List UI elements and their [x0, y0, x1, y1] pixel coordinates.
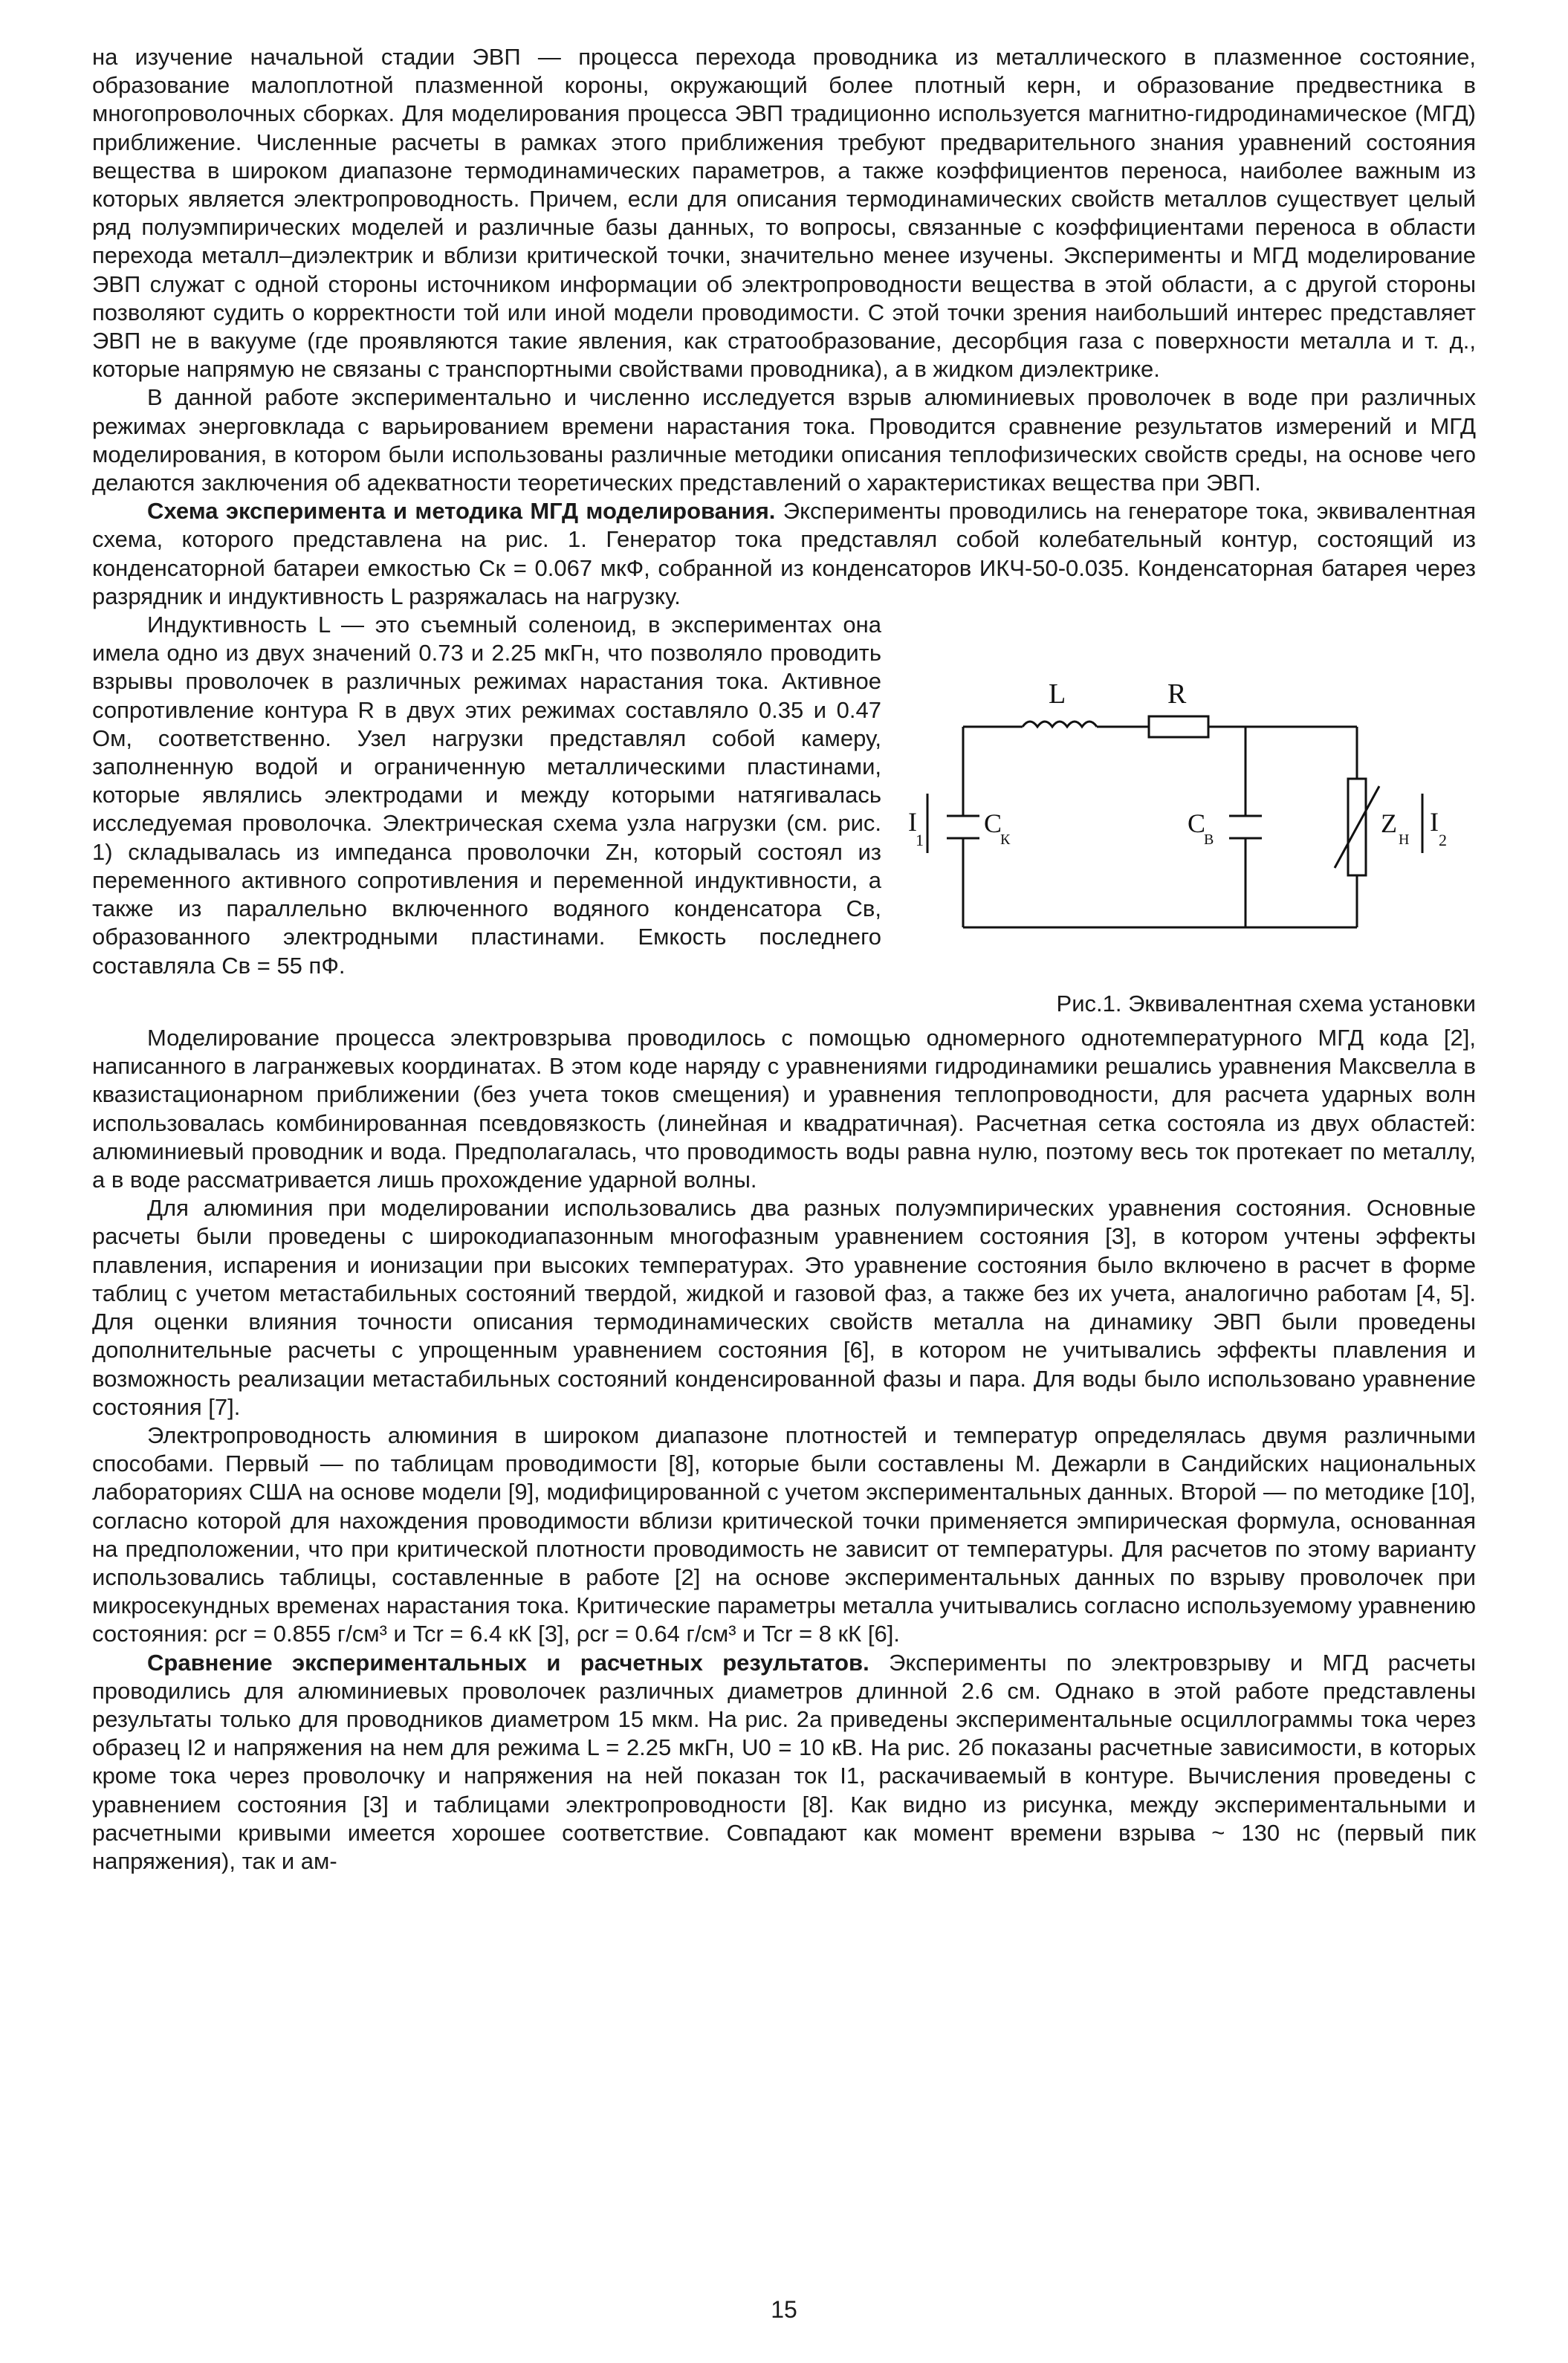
- label-ck: C: [984, 808, 1002, 839]
- paragraph-intro-continued: на изучение начальной стадии ЭВП — процесса перехода проводника из металлического в плазменное состояние, образование малоплотной плазменной короны, окружающий более плотный керн, и образование предвестника в многопроволочных сборках. Для моделирования процесса ЭВП традиционно используется магнитно-гидродинамическое (МГД) приближение. Численные расчеты в рамках этого приближения требуют предварительного знания уравнений состояния вещества в широком диапазоне термодинамических параметров, а также коэффициентов переноса, наиболее важным из которых является электропроводность. Причем, если для описания термодинамических свойств металлов существует целый ряд полуэмпирических моделей и различные базы данных, то вопросы, связанные с коэффициентами переноса в области перехода металл–диэлектрик и вблизи критической точки, значительно менее изучены. Эксперименты и МГД моделирование ЭВП служат с одной стороны источником информации об электропроводности вещества в этой области, а с другой стороны позволяют судить о корректности той или иной модели проводимости. С этой точки зрения наибольший интерес представляет ЭВП не в вакууме (где проявляются такие явления, как стратообразование, десорбция газа с поверхности металла и т. д., которые напрямую не связаны с транспортными свойствами проводника), а в жидком диэлектрике.: [92, 44, 1476, 383]
- paragraph-equation-of-state: Для алюминия при моделировании использовались два разных полуэмпирических уравнения состояния. Основные расчеты были проведены с широкодиапазонным многофазным уравнением состояния [3], в котором учтены эффекты плавления, испарения и ионизации при высоких температурах. Это уравнение состояния было включено в расчет в форме таблиц с учетом метастабильных состояний твердой, жидкой и газовой фаз, а также без их учета, аналогично работам [4, 5]. Для оценки влияния точности описания термодинамических свойств металла на динамику ЭВП были проведены дополнительные расчеты с упрощенным уравнением состояния [6], в котором не учитывались эффекты плавления и возможность реализации метастабильных состояний конденсированной фазы и пара. Для воды было использовано уравнение состояния [7].: [92, 1195, 1476, 1420]
- section-comparison: [92, 1649, 1476, 1876]
- paragraph-work-description: В данной работе экспериментально и численно исследуется взрыв алюминиевых проволочек в воде при различных режимах энерговклада с варьированием времени нарастания тока. Проводится сравнение результатов измерений и МГД моделирования, в котором были использованы различные методики описания теплофизических свойств среды, на основе чего делаются заключения об адекватности теоретических представлений о характеристиках вещества при ЭВП.: [92, 384, 1476, 496]
- label-i2-sub: 2: [1439, 831, 1447, 850]
- label-i2: I: [1430, 807, 1439, 837]
- label-ck-sub: К: [1000, 832, 1011, 849]
- section-title-comparison: Сравнение экспериментальных и расчетных результатов.: [147, 1649, 869, 1676]
- paragraph-mhd-modeling: Моделирование процесса электровзрыва проводилось с помощью одномерного однотемпературного МГД кода [2], написанного в лагранжевых координатах. В этом коде наряду с уравнениями гидродинамики решались уравнения Максвелла в квазистационарном приближении (без учета токов смещения) и уравнения теплопроводности, для расчета ударных волн использовалась комбинированная псевдовязкость (линейная и квадратичная). Расчетная сетка состояла из двух областей: алюминиевый проводник и вода. Предполагалась, что проводимость воды равна нулю, поэтому весь ток протекает по металлу, а в воде рассматривается лишь прохождение ударной волны.: [92, 1025, 1476, 1193]
- label-zh: Z: [1381, 808, 1397, 839]
- label-cb-sub: В: [1204, 832, 1214, 849]
- section-text-experiment: Эксперименты проводились на генераторе тока, эквивалентная схема, которого представлена на рис. 1. Генератор тока представлял собой колебательный контур, состоящий из конденсаторной батареи емкостью Cк = 0.067 мкФ, собранной из конденсаторов ИКЧ-50-0.035. Конденсаторная батарея через разрядник и индуктивность L разряжалась на нагрузку.: [92, 498, 1477, 609]
- label-l: L: [1049, 678, 1066, 710]
- section-title-experiment: Схема эксперимента и методика МГД моделирования.: [147, 498, 776, 525]
- page-number: 15: [771, 2296, 797, 2323]
- inductor-symbol: [1023, 722, 1097, 727]
- paragraph-inductance: Индуктивность L — это съемный соленоид, в экспериментах она имела одно из двух значений 0.73 и 2.25 мкГн, что позволяло проводить взрывы проволочек в различных режимах нарастания тока. Активное сопротивление контура R в двух этих режимах составляло 0.35 и 0.47 Ом, соответственно. Узел нагрузки представлял собой камеру, заполненную водой и ограниченную металлическими пластинами, которые являлись электродами и между которыми натягивалась исследуемая проволочка. Электрическая схема узла нагрузки (см. рис. 1) складывалась из импеданса проволочки Zн, который состоял из переменного активного сопротивления и переменной индуктивности, а также из параллельно включенного водяного конденсатора Cв, образованного электродными пластинами. Емкость последнего составляла Cв = 55 пФ.: [92, 612, 881, 979]
- label-i1-sub: 1: [916, 831, 924, 850]
- label-cb: C: [1188, 808, 1206, 839]
- paragraph-conductivity: Электропроводность алюминия в широком диапазоне плотностей и температур определялась двумя различными способами. Первый — по таблицам проводимости [8], которые были составлены М. Дежарли в Сандийских национальных лабораториях США на основе модели [9], модифицированной с учетом экспериментальных данных. Второй — по методике [10], согласно которой для нахождения проводимости вблизи критической точки применяется эмпирическая формула, основанная на предположении, что при критической плотности проводимость не зависит от температуры. Для расчетов по этому варианту использовались таблицы, составленные в работе [2] на основе экспериментальных данных по взрыву проволочек при микросекундных временах нарастания тока. Критические параметры металла учитывались согласно используемому уравнению состояния: ρcr = 0.855 г/см³ и Tcr = 6.4 кК [3], ρcr = 0.64 г/см³ и Tcr = 8 кК [6].: [92, 1422, 1476, 1647]
- figure-1-caption: Рис.1. Эквивалентная схема установки: [1056, 991, 1476, 1017]
- paper-page: [92, 43, 1476, 1876]
- label-i1: I: [908, 807, 917, 837]
- equivalent-circuit-diagram: [908, 615, 1476, 987]
- figure-1: [908, 615, 1476, 1018]
- section-experiment-scheme: [92, 497, 1476, 611]
- label-zh-sub: Н: [1399, 832, 1410, 849]
- section-text-comparison: Эксперименты по электровзрыву и МГД расчеты проводились для алюминиевых проволочек различных диаметров длинной 2.6 см. Однако в этой работе представлены результаты только для проводников диаметром 15 мкм. На рис. 2а приведены экспериментальные осциллограммы тока через образец I2 и напряжения на нем для режима L = 2.25 мкГн, U0 = 10 кВ. На рис. 2б показаны расчетные зависимости, в которых кроме тока через проволочку и напряжения на ней показан ток I1, раскачиваемый в контуре. Вычисления проведены с уравнением состояния [3] и таблицами электропроводности [8]. Как видно из рисунка, между экспериментальными и расчетными кривыми имеется хорошее соответствие. Совпадают как момент времени взрыва ~ 130 нс (первый пик напряжения), так и ам-: [92, 1649, 1477, 1874]
- resistor-symbol: [1149, 716, 1208, 737]
- label-r: R: [1167, 678, 1187, 710]
